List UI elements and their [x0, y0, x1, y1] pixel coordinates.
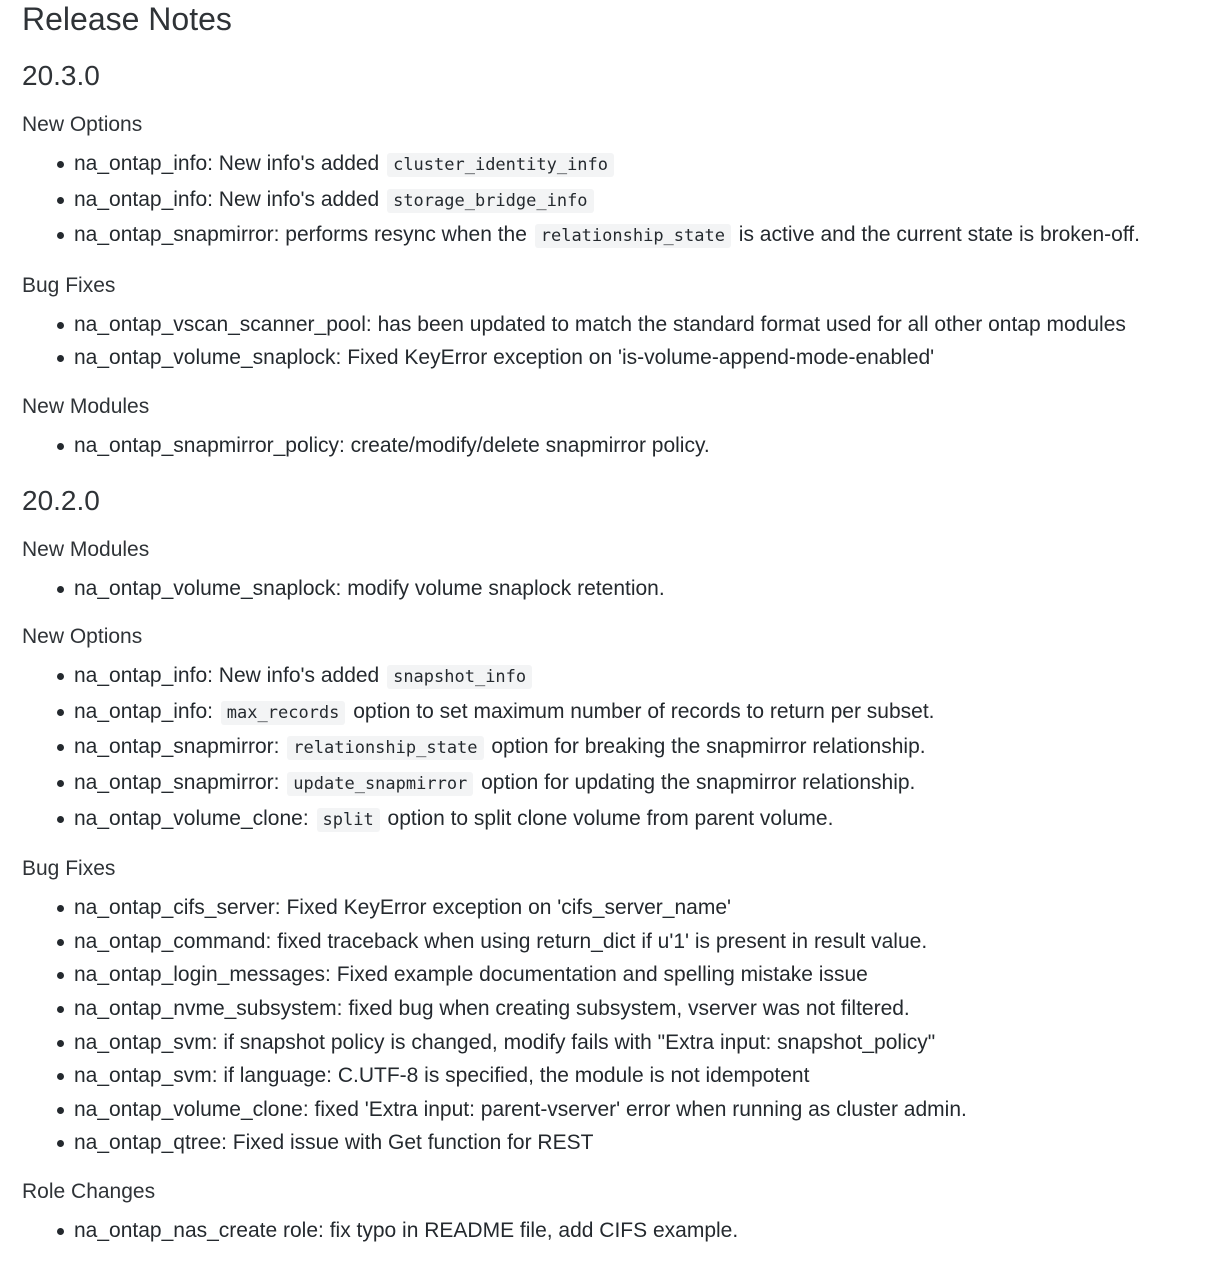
- item-text: na_ontap_info:: [74, 699, 219, 723]
- item-text: is active and the current state is broken-off.: [732, 223, 1140, 247]
- change-list-item: [22, 429, 1213, 463]
- bullet-icon: [57, 1107, 64, 1114]
- change-list-item: [22, 1214, 1213, 1248]
- inline-code: storage_bridge_info: [387, 189, 593, 213]
- change-list-item: [22, 341, 1213, 375]
- version-heading: 20.2.0: [22, 484, 100, 516]
- item-text: option for updating the snapmirror relationship.: [475, 770, 916, 794]
- item-text: na_ontap_cifs_server: Fixed KeyError exception on 'cifs_server_name': [74, 896, 732, 920]
- item-text: na_ontap_command: fixed traceback when using return_dict if u'1' is present in result value.: [74, 929, 928, 953]
- change-list-item: [22, 218, 1213, 254]
- item-text: option to set maximum number of records to return per subset.: [347, 699, 935, 723]
- change-list-item: [22, 1059, 1213, 1093]
- item-text: na_ontap_info: New info's added: [74, 152, 386, 175]
- page-title: Release Notes: [22, 1, 232, 37]
- bullet-icon: [57, 161, 64, 168]
- item-text: na_ontap_snapmirror_policy: create/modify/delete snapmirror policy.: [74, 433, 710, 457]
- item-text: na_ontap_svm: if language: C.UTF-8 is specified, the module is not idempotent: [74, 1064, 810, 1088]
- change-list-item: [22, 308, 1213, 342]
- inline-code: cluster_identity_info: [387, 153, 614, 177]
- change-list-item: [22, 958, 1213, 992]
- bullet-icon: [57, 744, 64, 751]
- item-text: na_ontap_vscan_scanner_pool: has been updated to match the standard format used for all other ontap modules: [74, 312, 1126, 336]
- change-list-item: [22, 992, 1213, 1026]
- bullet-icon: [57, 586, 64, 593]
- item-text: na_ontap_info: New info's added: [74, 664, 386, 688]
- inline-code: split: [317, 808, 380, 832]
- item-text: na_ontap_info: New info's added: [74, 187, 386, 211]
- bullet-icon: [57, 1073, 64, 1080]
- item-text: na_ontap_snapmirror:: [74, 770, 286, 794]
- item-text: na_ontap_volume_clone:: [74, 806, 315, 830]
- change-list-item: [22, 147, 1213, 183]
- bullet-icon: [57, 232, 64, 239]
- inline-code: snapshot_info: [387, 665, 532, 689]
- bullet-icon: [57, 1228, 64, 1235]
- change-list: [22, 891, 1213, 1160]
- item-text: na_ontap_qtree: Fixed issue with Get function for REST: [74, 1131, 594, 1155]
- change-list-item: [22, 1126, 1213, 1160]
- change-list: [22, 659, 1213, 837]
- bullet-icon: [57, 197, 64, 204]
- change-list: [22, 147, 1213, 254]
- item-text: na_ontap_snapmirror:: [74, 735, 286, 759]
- item-text: na_ontap_volume_snaplock: Fixed KeyError exception on 'is-volume-append-mode-enabled': [74, 346, 935, 370]
- item-text: na_ontap_nvme_subsystem: fixed bug when creating subsystem, vserver was not filtered.: [74, 996, 910, 1020]
- bullet-icon: [57, 355, 64, 362]
- change-list-item: [22, 925, 1213, 959]
- bullet-icon: [57, 972, 64, 979]
- item-text: na_ontap_snapmirror: performs resync when the: [74, 223, 533, 247]
- inline-code: update_snapmirror: [287, 772, 473, 796]
- change-list: [22, 1214, 1213, 1248]
- change-list-item: [22, 730, 1213, 766]
- bullet-icon: [57, 443, 64, 450]
- bullet-icon: [57, 905, 64, 912]
- inline-code: relationship_state: [535, 224, 731, 248]
- bullet-icon: [57, 1040, 64, 1047]
- item-text: option to split clone volume from parent volume.: [381, 806, 834, 830]
- change-list-item: [22, 695, 1213, 731]
- inline-code: relationship_state: [287, 736, 483, 760]
- bullet-icon: [57, 709, 64, 716]
- change-list-item: [22, 659, 1213, 695]
- change-list-item: [22, 183, 1213, 219]
- section-heading: New Options: [22, 113, 143, 136]
- section-heading: Role Changes: [22, 1179, 156, 1203]
- bullet-icon: [57, 939, 64, 946]
- change-list: [22, 572, 1213, 606]
- change-list-item: [22, 572, 1213, 606]
- item-text: na_ontap_svm: if snapshot policy is changed, modify fails with "Extra input: snapshot_policy": [74, 1030, 936, 1054]
- version-heading: 20.3.0: [22, 60, 100, 91]
- bullet-icon: [57, 1140, 64, 1147]
- bullet-icon: [57, 673, 64, 680]
- bullet-icon: [57, 780, 64, 787]
- section-heading: Bug Fixes: [22, 273, 116, 297]
- item-text: option for breaking the snapmirror relationship.: [485, 735, 926, 759]
- change-list: [22, 308, 1213, 375]
- releases-container: [22, 59, 1213, 1247]
- item-text: na_ontap_login_messages: Fixed example documentation and spelling mistake issue: [74, 963, 868, 987]
- item-text: na_ontap_volume_snaplock: modify volume snaplock retention.: [74, 576, 665, 600]
- section-heading: New Options: [22, 625, 143, 649]
- change-list-item: [22, 1093, 1213, 1127]
- item-text: na_ontap_nas_create role: fix typo in README file, add CIFS example.: [74, 1218, 739, 1242]
- change-list: [22, 429, 1213, 463]
- change-list-item: [22, 891, 1213, 925]
- item-text: na_ontap_volume_clone: fixed 'Extra input: parent-vserver' error when running as cluster admin.: [74, 1097, 967, 1121]
- section-heading: Bug Fixes: [22, 857, 116, 881]
- bullet-icon: [57, 322, 64, 329]
- change-list-item: [22, 802, 1213, 838]
- inline-code: max_records: [221, 701, 346, 725]
- section-heading: New Modules: [22, 537, 150, 561]
- change-list-item: [22, 1026, 1213, 1060]
- section-heading: New Modules: [22, 394, 150, 418]
- bullet-icon: [57, 816, 64, 823]
- bullet-icon: [57, 1006, 64, 1013]
- change-list-item: [22, 766, 1213, 802]
